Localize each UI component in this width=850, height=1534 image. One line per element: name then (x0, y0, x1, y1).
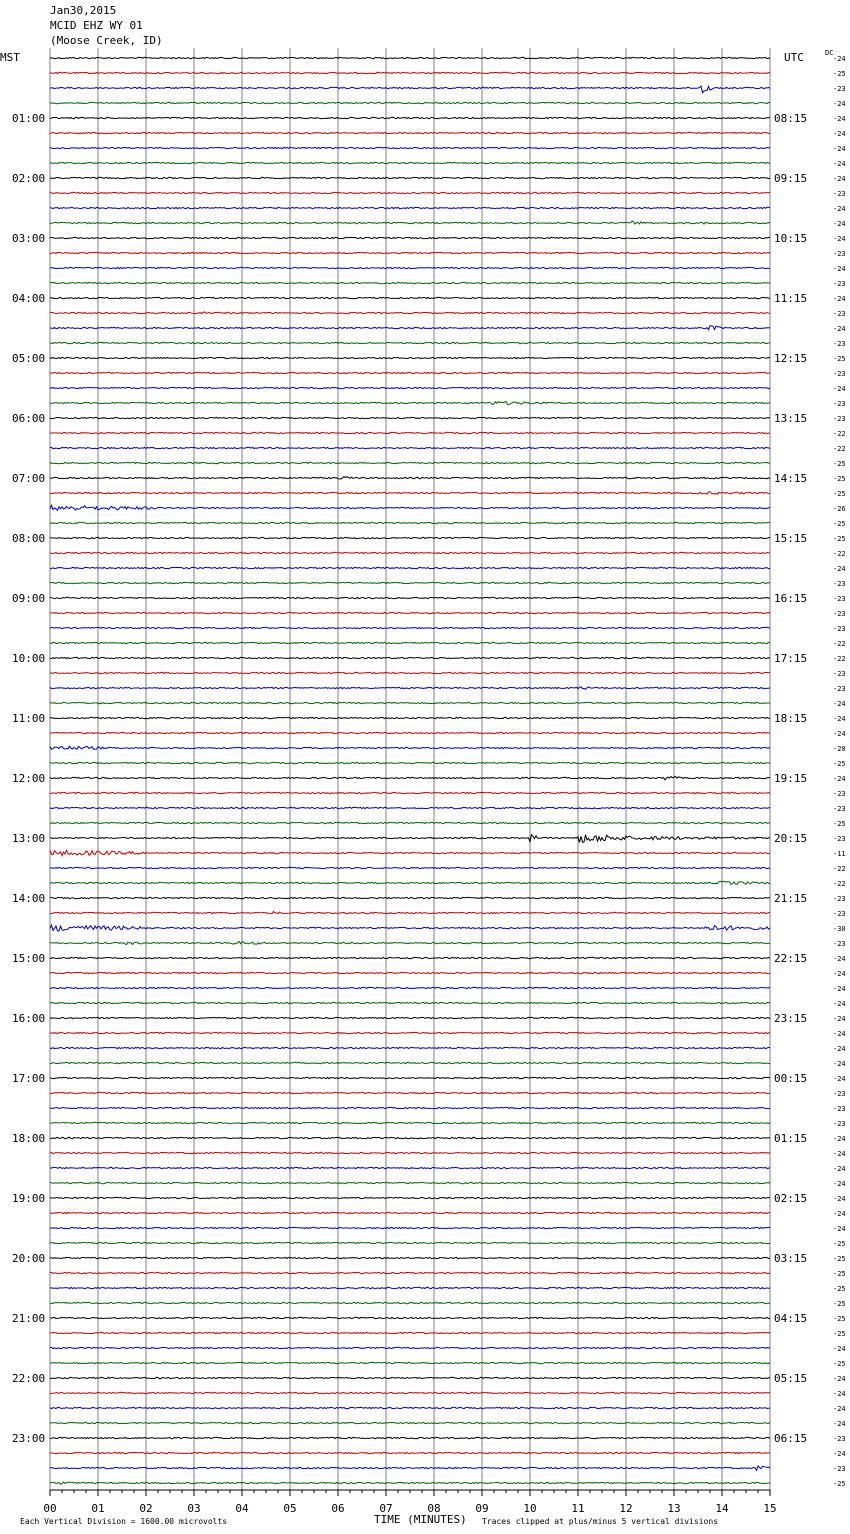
x-tick-label: 02 (139, 1502, 153, 1515)
dc-offset-label: -24 (833, 730, 846, 738)
seismic-trace (50, 1122, 770, 1123)
dc-offset-label: -24 (833, 1405, 846, 1413)
dc-offset-label: -23 (833, 400, 846, 408)
dc-offset-label: -25 (833, 1315, 846, 1323)
dc-offset-label: -24 (833, 1195, 846, 1203)
hour-label-left: 11:00 (12, 712, 46, 725)
seismic-trace (50, 221, 770, 224)
dc-offset-label: -23 (833, 280, 846, 288)
hour-label-left: 05:00 (12, 352, 46, 365)
hour-label-right: 23:15 (774, 1012, 808, 1025)
dc-offset-label: -22 (833, 880, 846, 888)
dc-offset-label: -24 (833, 55, 846, 63)
dc-offset-label: -23 (833, 790, 846, 798)
hour-label-right: 18:15 (774, 712, 808, 725)
seismic-trace (50, 1242, 770, 1243)
seismic-trace (50, 401, 770, 404)
seismic-trace (50, 1482, 770, 1484)
seismic-trace (50, 1077, 770, 1078)
x-tick-label: 12 (619, 1502, 633, 1515)
dc-offset-label: -24 (833, 1210, 846, 1218)
dc-offset-label: -25 (833, 475, 846, 483)
seismic-trace (50, 1377, 770, 1378)
seismic-trace (50, 627, 770, 628)
seismic-trace (50, 326, 770, 330)
seismic-trace (50, 657, 770, 658)
dc-offset-label: -23 (833, 835, 846, 843)
dc-offset-label: -24 (833, 700, 846, 708)
seismic-trace (50, 417, 770, 418)
seismic-trace (50, 941, 770, 944)
seismic-trace (50, 86, 770, 93)
dc-offset-label: -24 (833, 1060, 846, 1068)
scale-note: Each Vertical Division = 1600.00 microvolts (20, 1517, 228, 1526)
seismic-trace (50, 372, 770, 373)
x-tick-label: 10 (523, 1502, 537, 1515)
seismic-trace (50, 807, 770, 808)
seismic-trace (50, 1092, 770, 1093)
timezone-left: MST (0, 51, 20, 64)
hour-label-right: 17:15 (774, 652, 808, 665)
hour-label-right: 21:15 (774, 892, 808, 905)
dc-offset-label: -24 (833, 985, 846, 993)
hour-label-left: 21:00 (12, 1312, 46, 1325)
seismic-trace (50, 1362, 770, 1363)
dc-offset-label: -23 (833, 1105, 846, 1113)
hour-label-left: 16:00 (12, 1012, 46, 1025)
hour-label-right: 15:15 (774, 532, 808, 545)
seismic-trace (50, 642, 770, 643)
dc-header: DC (825, 49, 834, 57)
dc-offset-label: -23 (833, 580, 846, 588)
dc-offset-label: -24 (833, 385, 846, 393)
dc-offset-label: -24 (833, 115, 846, 123)
dc-offset-label: -23 (833, 895, 846, 903)
dc-offset-label: -22 (833, 550, 846, 558)
dc-offset-label: -22 (833, 430, 846, 438)
hour-label-right: 11:15 (774, 292, 808, 305)
seismic-trace (50, 612, 770, 613)
dc-offset-label: -23 (833, 670, 846, 678)
x-tick-label: 05 (283, 1502, 297, 1515)
x-tick-label: 14 (715, 1502, 729, 1515)
dc-offset-label: -25 (833, 1285, 846, 1293)
x-tick-label: 06 (331, 1502, 345, 1515)
hour-label-right: 09:15 (774, 172, 808, 185)
seismic-trace (50, 687, 770, 689)
seismic-trace (50, 312, 770, 314)
seismic-trace (50, 912, 770, 914)
seismic-trace (50, 1227, 770, 1228)
seismic-trace (50, 1167, 770, 1168)
dc-offset-label: -25 (833, 1270, 846, 1278)
dc-offset-label: -24 (833, 1225, 846, 1233)
seismic-trace (50, 1317, 770, 1318)
seismic-trace (50, 1062, 770, 1063)
hour-label-right: 02:15 (774, 1192, 808, 1205)
seismic-trace (50, 732, 770, 733)
clip-note: Traces clipped at plus/minus 5 vertical divisions (482, 1517, 719, 1526)
dc-offset-label: -24 (833, 130, 846, 138)
dc-offset-label: -25 (833, 820, 846, 828)
header-date: Jan30,2015 (50, 4, 117, 17)
dc-offset-label: -24 (833, 145, 846, 153)
dc-offset-label: -23 (833, 940, 846, 948)
dc-offset-label: -24 (833, 1030, 846, 1038)
hour-label-right: 12:15 (774, 352, 808, 365)
seismic-trace (50, 1017, 770, 1018)
dc-offset-label: -24 (833, 205, 846, 213)
seismic-trace (50, 1392, 770, 1393)
hour-label-left: 23:00 (12, 1432, 46, 1445)
seismic-trace (50, 1407, 770, 1408)
seismic-trace (50, 192, 770, 193)
dc-offset-label: -25 (833, 760, 846, 768)
seismic-trace (50, 972, 770, 973)
dc-offset-label: -23 (833, 1090, 846, 1098)
hour-label-left: 10:00 (12, 652, 46, 665)
dc-offset-label: -23 (833, 685, 846, 693)
dc-offset-label: -24 (833, 1150, 846, 1158)
dc-offset-label: -24 (833, 1075, 846, 1083)
seismic-trace (50, 1047, 770, 1048)
seismic-trace (50, 1107, 770, 1108)
seismic-trace (50, 1032, 770, 1033)
dc-offset-label: -24 (833, 1165, 846, 1173)
seismic-trace (50, 1422, 770, 1423)
dc-offset-label: -23 (833, 370, 846, 378)
hour-label-right: 14:15 (774, 472, 808, 485)
header-location: (Moose Creek, ID) (50, 34, 163, 47)
hour-label-left: 22:00 (12, 1372, 46, 1385)
dc-offset-label: -24 (833, 715, 846, 723)
time-grid (50, 48, 770, 1496)
dc-offset-label: -24 (833, 1390, 846, 1398)
dc-offset-label: -24 (833, 1135, 846, 1143)
dc-offset-label: -24 (833, 325, 846, 333)
dc-offset-label: -24 (833, 160, 846, 168)
seismic-trace (50, 925, 770, 931)
hour-label-right: 13:15 (774, 412, 808, 425)
dc-offset-label: -22 (833, 865, 846, 873)
seismic-trace (50, 237, 770, 238)
dc-offset-label: -23 (833, 415, 846, 423)
seismic-trace (50, 477, 770, 479)
seismic-trace (50, 432, 770, 433)
seismic-trace (50, 1257, 770, 1258)
hour-label-left: 17:00 (12, 1072, 46, 1085)
dc-offset-label: -25 (833, 1300, 846, 1308)
hour-label-left: 14:00 (12, 892, 46, 905)
dc-offset-label: -25 (833, 490, 846, 498)
seismic-trace (50, 1287, 770, 1288)
seismic-trace (50, 1437, 770, 1438)
x-tick-label: 01 (91, 1502, 105, 1515)
seismic-trace (50, 835, 770, 843)
seismic-trace (50, 357, 770, 358)
dc-offset-label: -23 (833, 310, 846, 318)
dc-offset-label: -22 (833, 445, 846, 453)
dc-offset-label: -23 (833, 805, 846, 813)
seismic-trace (50, 1212, 770, 1213)
x-tick-label: 15 (763, 1502, 777, 1515)
plot-labels (0, 49, 846, 1526)
seismic-trace (50, 1332, 770, 1333)
x-tick-label: 04 (235, 1502, 249, 1515)
dc-offset-label: -30 (833, 925, 846, 933)
dc-offset-label: -24 (833, 1045, 846, 1053)
dc-offset-label: -25 (833, 70, 846, 78)
dc-offset-label: -26 (833, 505, 846, 513)
seismic-trace (50, 282, 770, 283)
seismic-trace (50, 297, 770, 298)
dc-offset-label: -24 (833, 265, 846, 273)
seismic-trace (50, 267, 770, 268)
seismic-trace (50, 987, 770, 988)
dc-offset-label: -20 (833, 745, 846, 753)
seismic-trace (50, 792, 770, 793)
dc-offset-label: -23 (833, 910, 846, 918)
dc-offset-label: -24 (833, 1015, 846, 1023)
hour-label-right: 10:15 (774, 232, 808, 245)
dc-offset-label: -11 (833, 850, 846, 858)
seismic-trace (50, 57, 770, 58)
dc-offset-label: -25 (833, 535, 846, 543)
header-station: MCID EHZ WY 01 (50, 19, 143, 32)
x-tick-label: 08 (427, 1502, 441, 1515)
x-tick-label: 11 (571, 1502, 585, 1515)
dc-offset-label: -23 (833, 595, 846, 603)
seismic-trace (50, 1347, 770, 1348)
seismic-trace (50, 582, 770, 583)
seismic-trace (50, 1137, 770, 1138)
hour-label-left: 02:00 (12, 172, 46, 185)
seismic-trace (50, 462, 770, 463)
dc-offset-label: -23 (833, 625, 846, 633)
seismic-trace (50, 147, 770, 148)
x-axis-title: TIME (MINUTES) (374, 1513, 467, 1526)
seismic-trace (50, 207, 770, 208)
dc-offset-label: -24 (833, 220, 846, 228)
seismic-trace (50, 897, 770, 898)
dc-offset-label: -25 (833, 520, 846, 528)
dc-offset-label: -22 (833, 655, 846, 663)
hour-label-left: 15:00 (12, 952, 46, 965)
seismic-trace (50, 1302, 770, 1303)
hour-label-left: 13:00 (12, 832, 46, 845)
seismic-trace (50, 162, 770, 163)
seismic-trace (50, 822, 770, 823)
dc-offset-label: -24 (833, 235, 846, 243)
seismic-trace (50, 762, 770, 763)
seismic-trace (50, 505, 770, 510)
seismic-traces (50, 57, 770, 1484)
hour-label-right: 04:15 (774, 1312, 808, 1325)
seismic-trace (50, 522, 770, 524)
hour-label-left: 07:00 (12, 472, 46, 485)
hour-label-left: 01:00 (12, 112, 46, 125)
seismic-trace (50, 387, 770, 388)
dc-offset-label: -23 (833, 610, 846, 618)
seismic-trace (50, 342, 770, 343)
seismic-trace (50, 746, 770, 749)
dc-offset-label: -25 (833, 1255, 846, 1263)
seismic-trace (50, 597, 770, 598)
seismic-trace (50, 552, 770, 553)
hour-label-left: 04:00 (12, 292, 46, 305)
hour-label-right: 03:15 (774, 1252, 808, 1265)
seismic-trace (50, 1182, 770, 1183)
seismic-trace (50, 537, 770, 538)
seismic-trace (50, 867, 770, 868)
x-tick-label: 07 (379, 1502, 393, 1515)
hour-label-right: 06:15 (774, 1432, 808, 1445)
hour-label-right: 00:15 (774, 1072, 808, 1085)
dc-offset-label: -24 (833, 955, 846, 963)
dc-offset-label: -24 (833, 175, 846, 183)
seismic-trace (50, 1197, 770, 1198)
seismic-trace (50, 447, 770, 448)
seismic-trace (50, 117, 770, 118)
x-tick-label: 03 (187, 1502, 201, 1515)
x-tick-label: 00 (43, 1502, 57, 1515)
hour-label-right: 16:15 (774, 592, 808, 605)
dc-offset-label: -22 (833, 640, 846, 648)
dc-offset-label: -24 (833, 1450, 846, 1458)
seismic-trace (50, 1466, 770, 1471)
hour-label-right: 01:15 (774, 1132, 808, 1145)
dc-offset-label: -25 (833, 1330, 846, 1338)
timezone-right: UTC (784, 51, 804, 64)
seismic-trace (50, 567, 770, 568)
dc-offset-label: -24 (833, 1000, 846, 1008)
dc-offset-label: -23 (833, 1435, 846, 1443)
dc-offset-label: -23 (833, 1120, 846, 1128)
dc-offset-label: -24 (833, 775, 846, 783)
dc-offset-label: -25 (833, 460, 846, 468)
dc-offset-label: -23 (833, 340, 846, 348)
x-tick-label: 13 (667, 1502, 681, 1515)
x-tick-label: 09 (475, 1502, 489, 1515)
dc-offset-label: -24 (833, 100, 846, 108)
hour-label-right: 22:15 (774, 952, 808, 965)
hour-label-right: 20:15 (774, 832, 808, 845)
seismic-trace (50, 177, 770, 178)
dc-offset-label: -24 (833, 1345, 846, 1353)
hour-label-left: 03:00 (12, 232, 46, 245)
dc-offset-label: -24 (833, 295, 846, 303)
hour-label-right: 05:15 (774, 1372, 808, 1385)
seismic-trace (50, 1272, 770, 1273)
seismic-trace (50, 252, 770, 253)
seismic-trace (50, 957, 770, 958)
hour-label-left: 19:00 (12, 1192, 46, 1205)
seismic-trace (50, 717, 770, 718)
seismic-trace (50, 1152, 770, 1153)
dc-offset-label: -23 (833, 85, 846, 93)
dc-offset-label: -23 (833, 1465, 846, 1473)
dc-offset-label: -25 (833, 355, 846, 363)
seismic-trace (50, 132, 770, 133)
hour-label-left: 06:00 (12, 412, 46, 425)
seismic-trace (50, 776, 770, 779)
dc-offset-label: -25 (833, 1240, 846, 1248)
hour-label-left: 08:00 (12, 532, 46, 545)
dc-offset-label: -25 (833, 1480, 846, 1488)
seismic-trace (50, 102, 770, 103)
dc-offset-label: -24 (833, 1375, 846, 1383)
dc-offset-label: -24 (833, 970, 846, 978)
hour-label-left: 12:00 (12, 772, 46, 785)
hour-label-right: 08:15 (774, 112, 808, 125)
dc-offset-label: -23 (833, 250, 846, 258)
hour-label-left: 20:00 (12, 1252, 46, 1265)
dc-offset-label: -24 (833, 1180, 846, 1188)
seismic-trace (50, 72, 770, 73)
seismic-trace (50, 702, 770, 703)
seismic-trace (50, 672, 770, 673)
dc-offset-label: -25 (833, 1360, 846, 1368)
hour-label-left: 18:00 (12, 1132, 46, 1145)
hour-label-left: 09:00 (12, 592, 46, 605)
seismic-trace (50, 881, 770, 884)
dc-offset-label: -23 (833, 190, 846, 198)
seismic-trace (50, 1002, 770, 1003)
seismic-trace (50, 492, 770, 495)
hour-label-right: 19:15 (774, 772, 808, 785)
seismic-trace (50, 1452, 770, 1453)
dc-offset-label: -24 (833, 1420, 846, 1428)
dc-offset-label: -24 (833, 565, 846, 573)
seismic-trace (50, 850, 770, 855)
